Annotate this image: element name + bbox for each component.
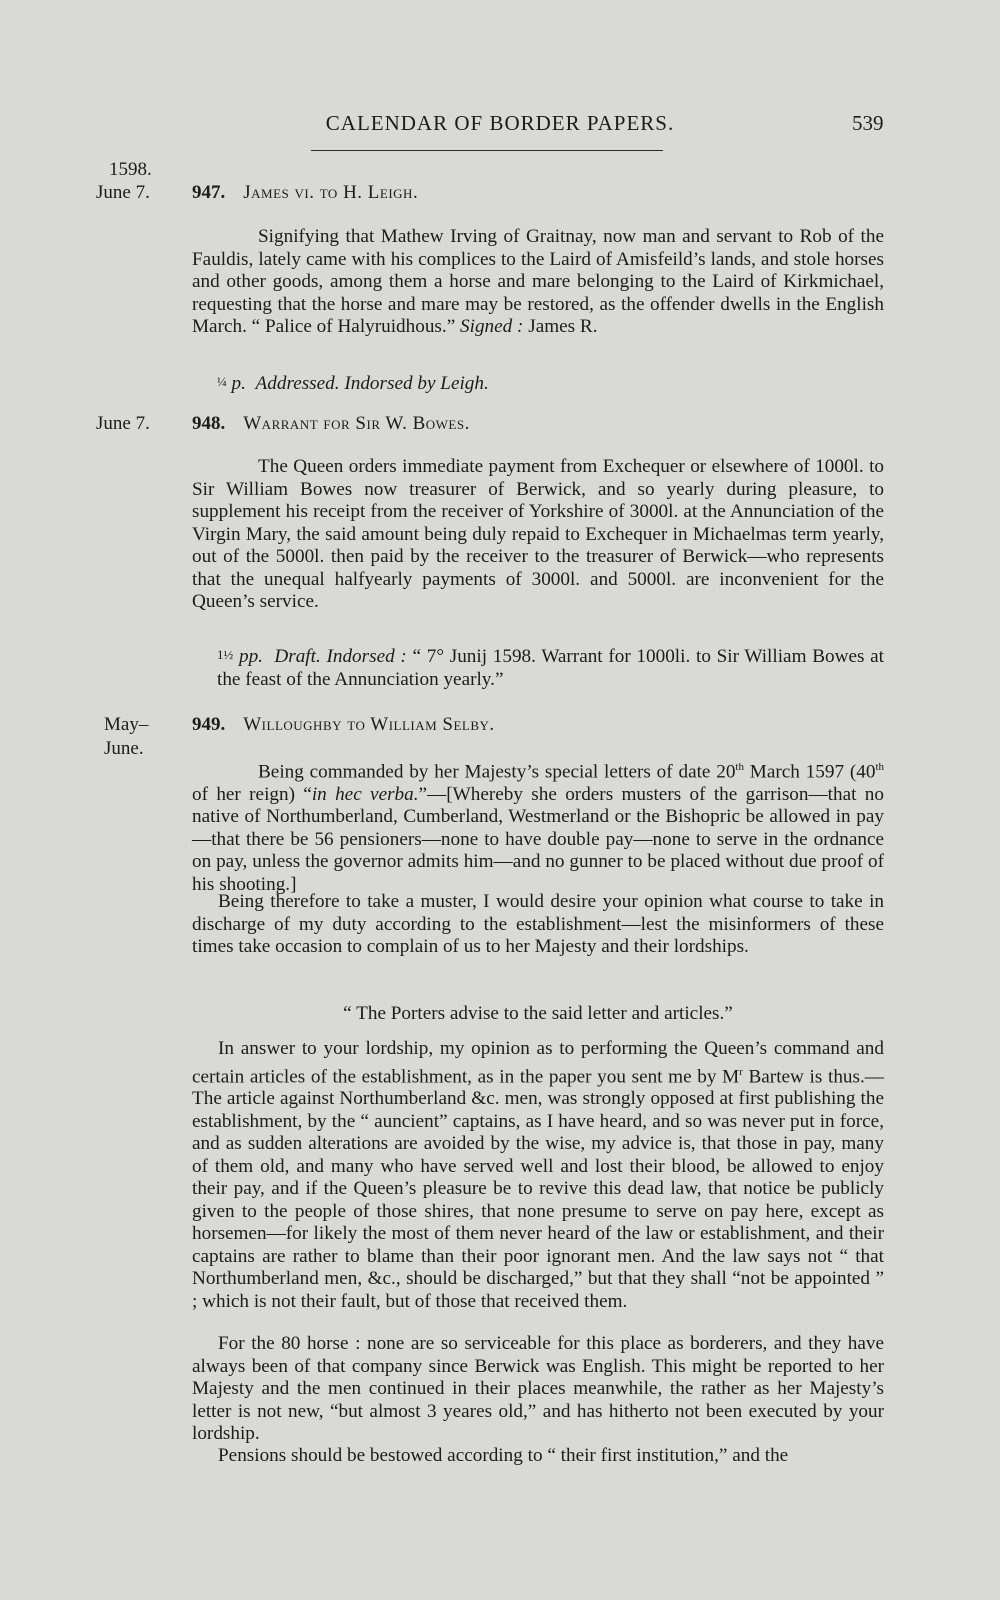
entry-948-number: 948. — [192, 413, 226, 434]
margin-year: 1598. — [109, 159, 152, 180]
entry-949-p3-b: Bartew is thus.—The article against Northumberland &c. men, was strongly opposed at first publishing the establishment, by the “ auncient” captains, as I have heard, and so was never put in force, and as sudden alterations are avoided by the wise, my advice is, that those in pay, many of them old, and many who have served well and lost their blood, be allowed to enjoy their pay, and if the Queen’s pleasure be to revive this dead law, that notice be publicly given to the people of those shires, that none presume to serve on pay here, except as horsemen—for likely the most of them never heard of the law or establishment, and their captains are rather to blame than their poor ignorant men. And the law says not “ that Northumberland men, &c., should be discharged,” but that they shall “not be appointed ” ; which is not their fault, but of those that received them. — [192, 1065, 884, 1312]
entry-947-note-fraction: ¼ — [217, 374, 227, 389]
entry-947-heading — [192, 181, 418, 205]
entry-949-p1-sup2: th — [875, 761, 884, 773]
entry-948-note-italic: Draft. Indorsed : — [274, 646, 407, 667]
entry-947-number: 947. — [192, 182, 226, 203]
entry-947-signed-name: James R. — [528, 316, 598, 337]
entry-947-note — [217, 371, 884, 396]
entry-949-paragraph-4 — [192, 1333, 884, 1446]
entry-947-signed-label: Signed : — [460, 316, 524, 337]
entry-947-body — [192, 226, 884, 339]
header-rule — [311, 150, 663, 151]
entry-949-p1-italic: in hec verba. — [311, 783, 419, 805]
entry-948-note-fraction: 1½ — [217, 647, 234, 662]
entry-949-p1-b: March 1597 (40 — [743, 761, 876, 783]
entry-949-p1-sup1: th — [735, 761, 744, 773]
margin-date-947: June 7. — [96, 182, 150, 203]
entry-947-note-text: Addressed. Indorsed by Leigh. — [255, 373, 489, 394]
entry-949-p1-c: of her reign) “ — [192, 783, 312, 805]
entry-949-paragraph-3 — [192, 1038, 884, 1313]
entry-948-note-text: “ 7° Junij 1598. Warrant for 1000li. to Sir William Bowes at the feast of the Annunciation yearly.” — [217, 646, 885, 690]
entry-949-p2-text: Being therefore to take a muster, I would desire your opinion what course to take in discharge of my duty according to the establishment—lest the misinformers of these times take occasion to complain of us to her Majesty and their lordships. — [192, 891, 884, 957]
entry-949-heading — [192, 713, 495, 737]
entry-949-paragraph-1 — [192, 756, 884, 896]
entry-947-title: James vi. to H. Leigh. — [243, 182, 419, 203]
porters-heading: “ The Porters advise to the said letter and articles.” — [343, 1003, 733, 1024]
entry-948-note-unit: pp. — [238, 646, 263, 667]
entry-949-p1-a: Being commanded by her Majesty’s special letters of date 20 — [258, 761, 736, 783]
entry-949-title: Willoughby to William Selby. — [243, 714, 495, 735]
running-title: CALENDAR OF BORDER PAPERS. — [325, 111, 675, 135]
entry-949-number: 949. — [192, 714, 226, 735]
entry-949-paragraph-5 — [192, 1445, 884, 1468]
margin-date-949-line1: May– — [104, 714, 149, 735]
entry-948-title: Warrant for Sir W. Bowes. — [243, 413, 470, 434]
entry-949-p5-text: Pensions should be bestowed according to “ their first institution,” and the — [218, 1445, 789, 1466]
entry-948-heading — [192, 412, 470, 436]
margin-date-948: June 7. — [96, 413, 150, 434]
entry-948-note — [217, 644, 884, 691]
entry-947-text: Signifying that Mathew Irving of Graitnay, now man and servant to Rob of the Fauldis, lately came with his complices to the Laird of Amisfeild’s lands, and stole horses and other goods, among them a horse and mare belonging to the Laird of Kirkmichael, requesting that the horse and mare may be restored, as the offender dwells in the English March. “ Palice of Halyruidhous.” — [192, 226, 884, 337]
entry-948-text: The Queen orders immediate payment from Exchequer or elsewhere of 1000l. to Sir William Bowes now treasurer of Berwick, and so yearly during pleasure, to supplement his receipt from the receiver of Yorkshire of 3000l. at the Annunciation of the Virgin Mary, the said amount being duly repaid to Exchequer in Michaelmas term yearly, out of the 5000l. then paid by the receiver to the treasurer of Berwick—who represents that the unequal halfyearly payments of 3000l. and 5000l. are inconvenient for the Queen’s service. — [192, 456, 884, 612]
page-number: 539 — [852, 111, 884, 135]
entry-949-p4-text: For the 80 horse : none are so serviceable for this place as borderers, and they have always been of that company since Berwick was English. This might be reported to her Majesty and the men continued in their places meanwhile, the rather as her Majesty’s letter is not new, “but almost 3 yeares old,” and has hitherto not been executed by your lordship. — [192, 1333, 884, 1444]
entry-948-body — [192, 456, 884, 614]
entry-949-p1-d: ”—[Whereby she orders musters of the garrison—that no native of Northumberland, Cumberland, Westmerland or the Bishopric be allowed in pay—that there be 56 pensioners—none to have double pay—none to serve in the ordnance on pay, unless the governor admits him—and no gunner to be placed without due proof of his shooting.] — [192, 783, 884, 895]
entry-947-note-unit: p. — [231, 373, 246, 394]
entry-949-p3-sup: r — [739, 1065, 743, 1078]
margin-date-949-line2: June. — [104, 738, 144, 759]
entry-949-p3-a: In answer to your lordship, my opinion as to performing the Queen’s command and certain articles of the establishment, as in the paper you sent me by M — [192, 1038, 884, 1087]
entry-949-paragraph-2 — [192, 891, 884, 959]
